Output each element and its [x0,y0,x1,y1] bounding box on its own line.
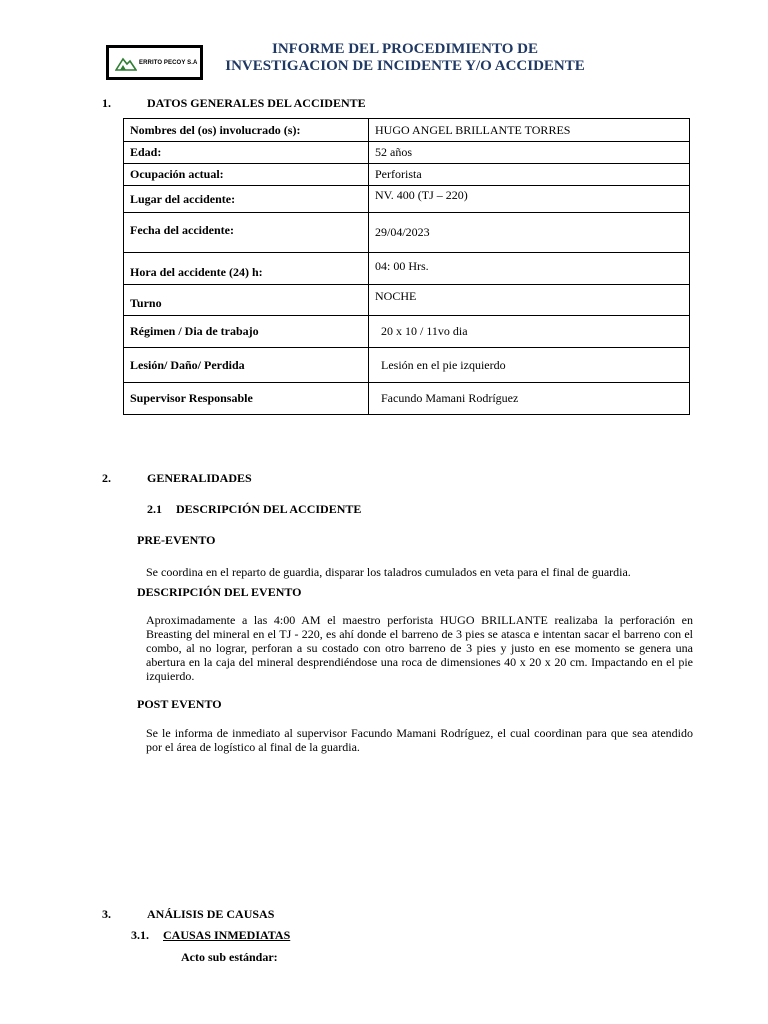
mountain-logo-icon [115,54,137,72]
section3-title: ANÁLISIS DE CAUSAS [147,907,275,921]
pre-evento-text: Se coordina en el reparto de guardia, disparar los taladros cumulados en veta para el final de guardia. [146,565,631,579]
row-value: NOCHE [369,285,690,316]
row-label: Ocupación actual: [124,164,369,186]
row-label: Hora del accidente (24) h: [124,253,369,285]
row-value: 04: 00 Hrs. [369,253,690,285]
descripcion-text: Aproximadamente a las 4:00 AM el maestro perforista HUGO BRILLANTE realizaba la perforación en Breasting del mineral en el TJ - 220, es ahí donde el barreno de 3 pies se atasca e intentan sacar el barreno con el combo, al no lograr, perforan a su costado con otro barreno de 3 pies y justo en ese momento se genera una abertura en la caja del mineral desprendiéndose una roca de dimensiones 40 x 20 x 20 cm. Impactando en el pie izquierdo. [146,613,693,683]
table-row [124,119,690,142]
row-label: Supervisor Responsable [124,383,369,415]
row-value: 52 años [369,142,690,164]
section1-number: 1. [102,96,111,110]
subsection21-number: 2.1 [147,502,162,516]
section1-title: DATOS GENERALES DEL ACCIDENTE [147,96,366,110]
row-value: NV. 400 (TJ – 220) [369,186,690,213]
report-title [215,41,595,75]
subsection21-title: DESCRIPCIÓN DEL ACCIDENTE [176,502,362,516]
section3-number: 3. [102,907,111,921]
logo-text: ERRITO PECOY S.A [139,59,198,66]
table-row [124,213,690,253]
row-value: Lesión en el pie izquierdo [369,348,690,383]
report-title-line2: INVESTIGACION DE INCIDENTE Y/O ACCIDENTE [225,58,585,74]
company-logo [106,45,203,80]
row-value: 20 x 10 / 11vo dia [369,316,690,348]
row-value: HUGO ANGEL BRILLANTE TORRES [369,119,690,142]
row-label: Lesión/ Daño/ Perdida [124,348,369,383]
report-title-line1: INFORME DEL PROCEDIMIENTO DE [271,41,538,57]
accident-data-table [123,118,690,415]
row-value: Facundo Mamani Rodríguez [369,383,690,415]
table-row [124,164,690,186]
subsection31-number: 3.1. [131,928,149,942]
row-label: Edad: [124,142,369,164]
table-row [124,383,690,415]
table-row [124,285,690,316]
row-label: Régimen / Dia de trabajo [124,316,369,348]
table-row [124,186,690,213]
row-label: Turno [124,285,369,316]
row-label: Lugar del accidente: [124,186,369,213]
row-value: Perforista [369,164,690,186]
descripcion-heading: DESCRIPCIÓN DEL EVENTO [137,585,302,599]
post-evento-text: Se le informa de inmediato al supervisor Facundo Mamani Rodríguez, el cual coordinan para que sea atendido por el área de logístico al final de la guardia. [146,726,693,754]
acto-sub-estandar-label: Acto sub estándar: [181,950,278,964]
section2-title: GENERALIDADES [147,471,252,485]
table-row [124,142,690,164]
table-row [124,348,690,383]
table-row [124,253,690,285]
row-label: Fecha del accidente: [124,213,369,253]
post-evento-heading: POST EVENTO [137,697,222,711]
section2-number: 2. [102,471,111,485]
subsection31-title: CAUSAS INMEDIATAS [163,928,291,942]
table-row [124,316,690,348]
pre-evento-heading: PRE-EVENTO [137,533,216,547]
row-value: 29/04/2023 [369,213,690,253]
row-label: Nombres del (os) involucrado (s): [124,119,369,142]
